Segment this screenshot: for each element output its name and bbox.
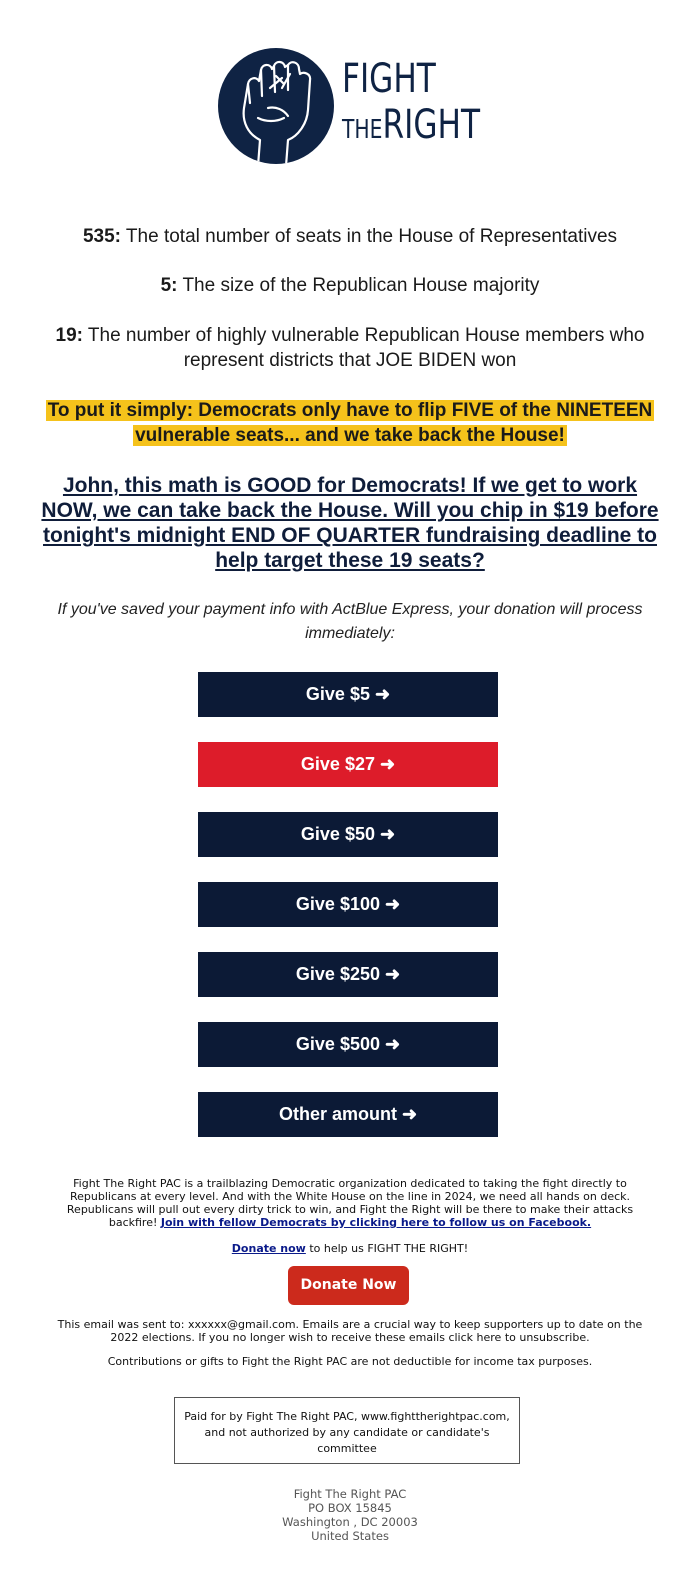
- fight-the-right-logo[interactable]: [218, 48, 480, 166]
- mailing-address: [200, 1487, 500, 1543]
- donation-ask-link[interactable]: John, this math is GOOD for Democrats! If we get to work NOW, we can take back the House. Will you chip in $19 before tonight's midnight END OF QUARTER fundraising deadline to help target these 19 seats?: [41, 474, 659, 572]
- stat-text: The number of highly vulnerable Republican House members who represent districts that JOE BIDEN won: [87, 325, 645, 371]
- facebook-link[interactable]: Join with fellow Democrats by clicking here to follow us on Facebook.: [160, 1216, 592, 1229]
- logo-line-2-big: RIGHT: [382, 102, 481, 148]
- address-line: United States: [311, 1529, 389, 1543]
- paid-for-disclaimer: Paid for by Fight The Right PAC, www.fighttherightpac.com, and not authorized by any candidate or candidate's committee: [174, 1397, 520, 1464]
- raised-fist-icon: [218, 48, 334, 164]
- donate-line: [50, 1242, 650, 1255]
- give-5-button[interactable]: Give $5 ➜: [198, 672, 498, 717]
- other-amount-button[interactable]: Other amount ➜: [198, 1092, 498, 1137]
- give-50-button[interactable]: Give $50 ➜: [198, 812, 498, 857]
- stat-number: 19:: [55, 325, 83, 346]
- address-line: Washington , DC 20003: [282, 1515, 418, 1529]
- stat-text: The total number of seats in the House of Representatives: [125, 226, 618, 247]
- stat-number: 5:: [160, 275, 178, 296]
- address-line: PO BOX 15845: [308, 1501, 392, 1515]
- stat-seats: [40, 224, 660, 249]
- donation-ask[interactable]: [40, 473, 660, 573]
- stat-majority: [40, 273, 660, 298]
- highlight-callout: [40, 398, 660, 448]
- logo-line-2: [342, 102, 480, 153]
- donate-now-button[interactable]: Donate Now: [288, 1266, 409, 1305]
- sent-to-notice: This email was sent to: xxxxxx@gmail.com. Emails are a crucial way to keep supporters up to date on the 2022 elections. If you no longer wish to receive these emails click here to unsubscribe.: [57, 1318, 643, 1344]
- logo-line-1: FIGHT: [342, 56, 436, 102]
- give-27-button[interactable]: Give $27 ➜: [198, 742, 498, 787]
- about-paragraph: [50, 1177, 650, 1229]
- logo-wordmark: [342, 56, 519, 153]
- give-500-button[interactable]: Give $500 ➜: [198, 1022, 498, 1067]
- donate-now-link[interactable]: Donate now: [231, 1242, 306, 1255]
- highlight-text: To put it simply: Democrats only have to flip FIVE of the NINETEEN vulnerable seats... and we take back the House!: [47, 400, 653, 446]
- stat-text: The size of the Republican House majority: [182, 275, 540, 296]
- give-250-button[interactable]: Give $250 ➜: [198, 952, 498, 997]
- address-line: Fight The Right PAC: [293, 1487, 407, 1501]
- stat-vulnerable: [40, 323, 660, 373]
- about-text: Fight The Right PAC is a trailblazing Democratic organization dedicated to taking the fight directly to Republicans at every level. And with the White House on the line in 2024, we need all hands on deck. Republicans will pull out every dirty trick to win, and Fight the Right will be there to make their attacks backfire!: [66, 1177, 634, 1229]
- logo-line-2-small: THE: [342, 115, 383, 145]
- tax-notice: Contributions or gifts to Fight the Right PAC are not deductible for income tax purposes.: [107, 1355, 593, 1368]
- donate-line-text: to help us FIGHT THE RIGHT!: [309, 1242, 469, 1255]
- stat-number: 535:: [82, 226, 121, 247]
- actblue-express-note: If you've saved your payment info with ActBlue Express, your donation will process immediately:: [57, 601, 643, 642]
- give-100-button[interactable]: Give $100 ➜: [198, 882, 498, 927]
